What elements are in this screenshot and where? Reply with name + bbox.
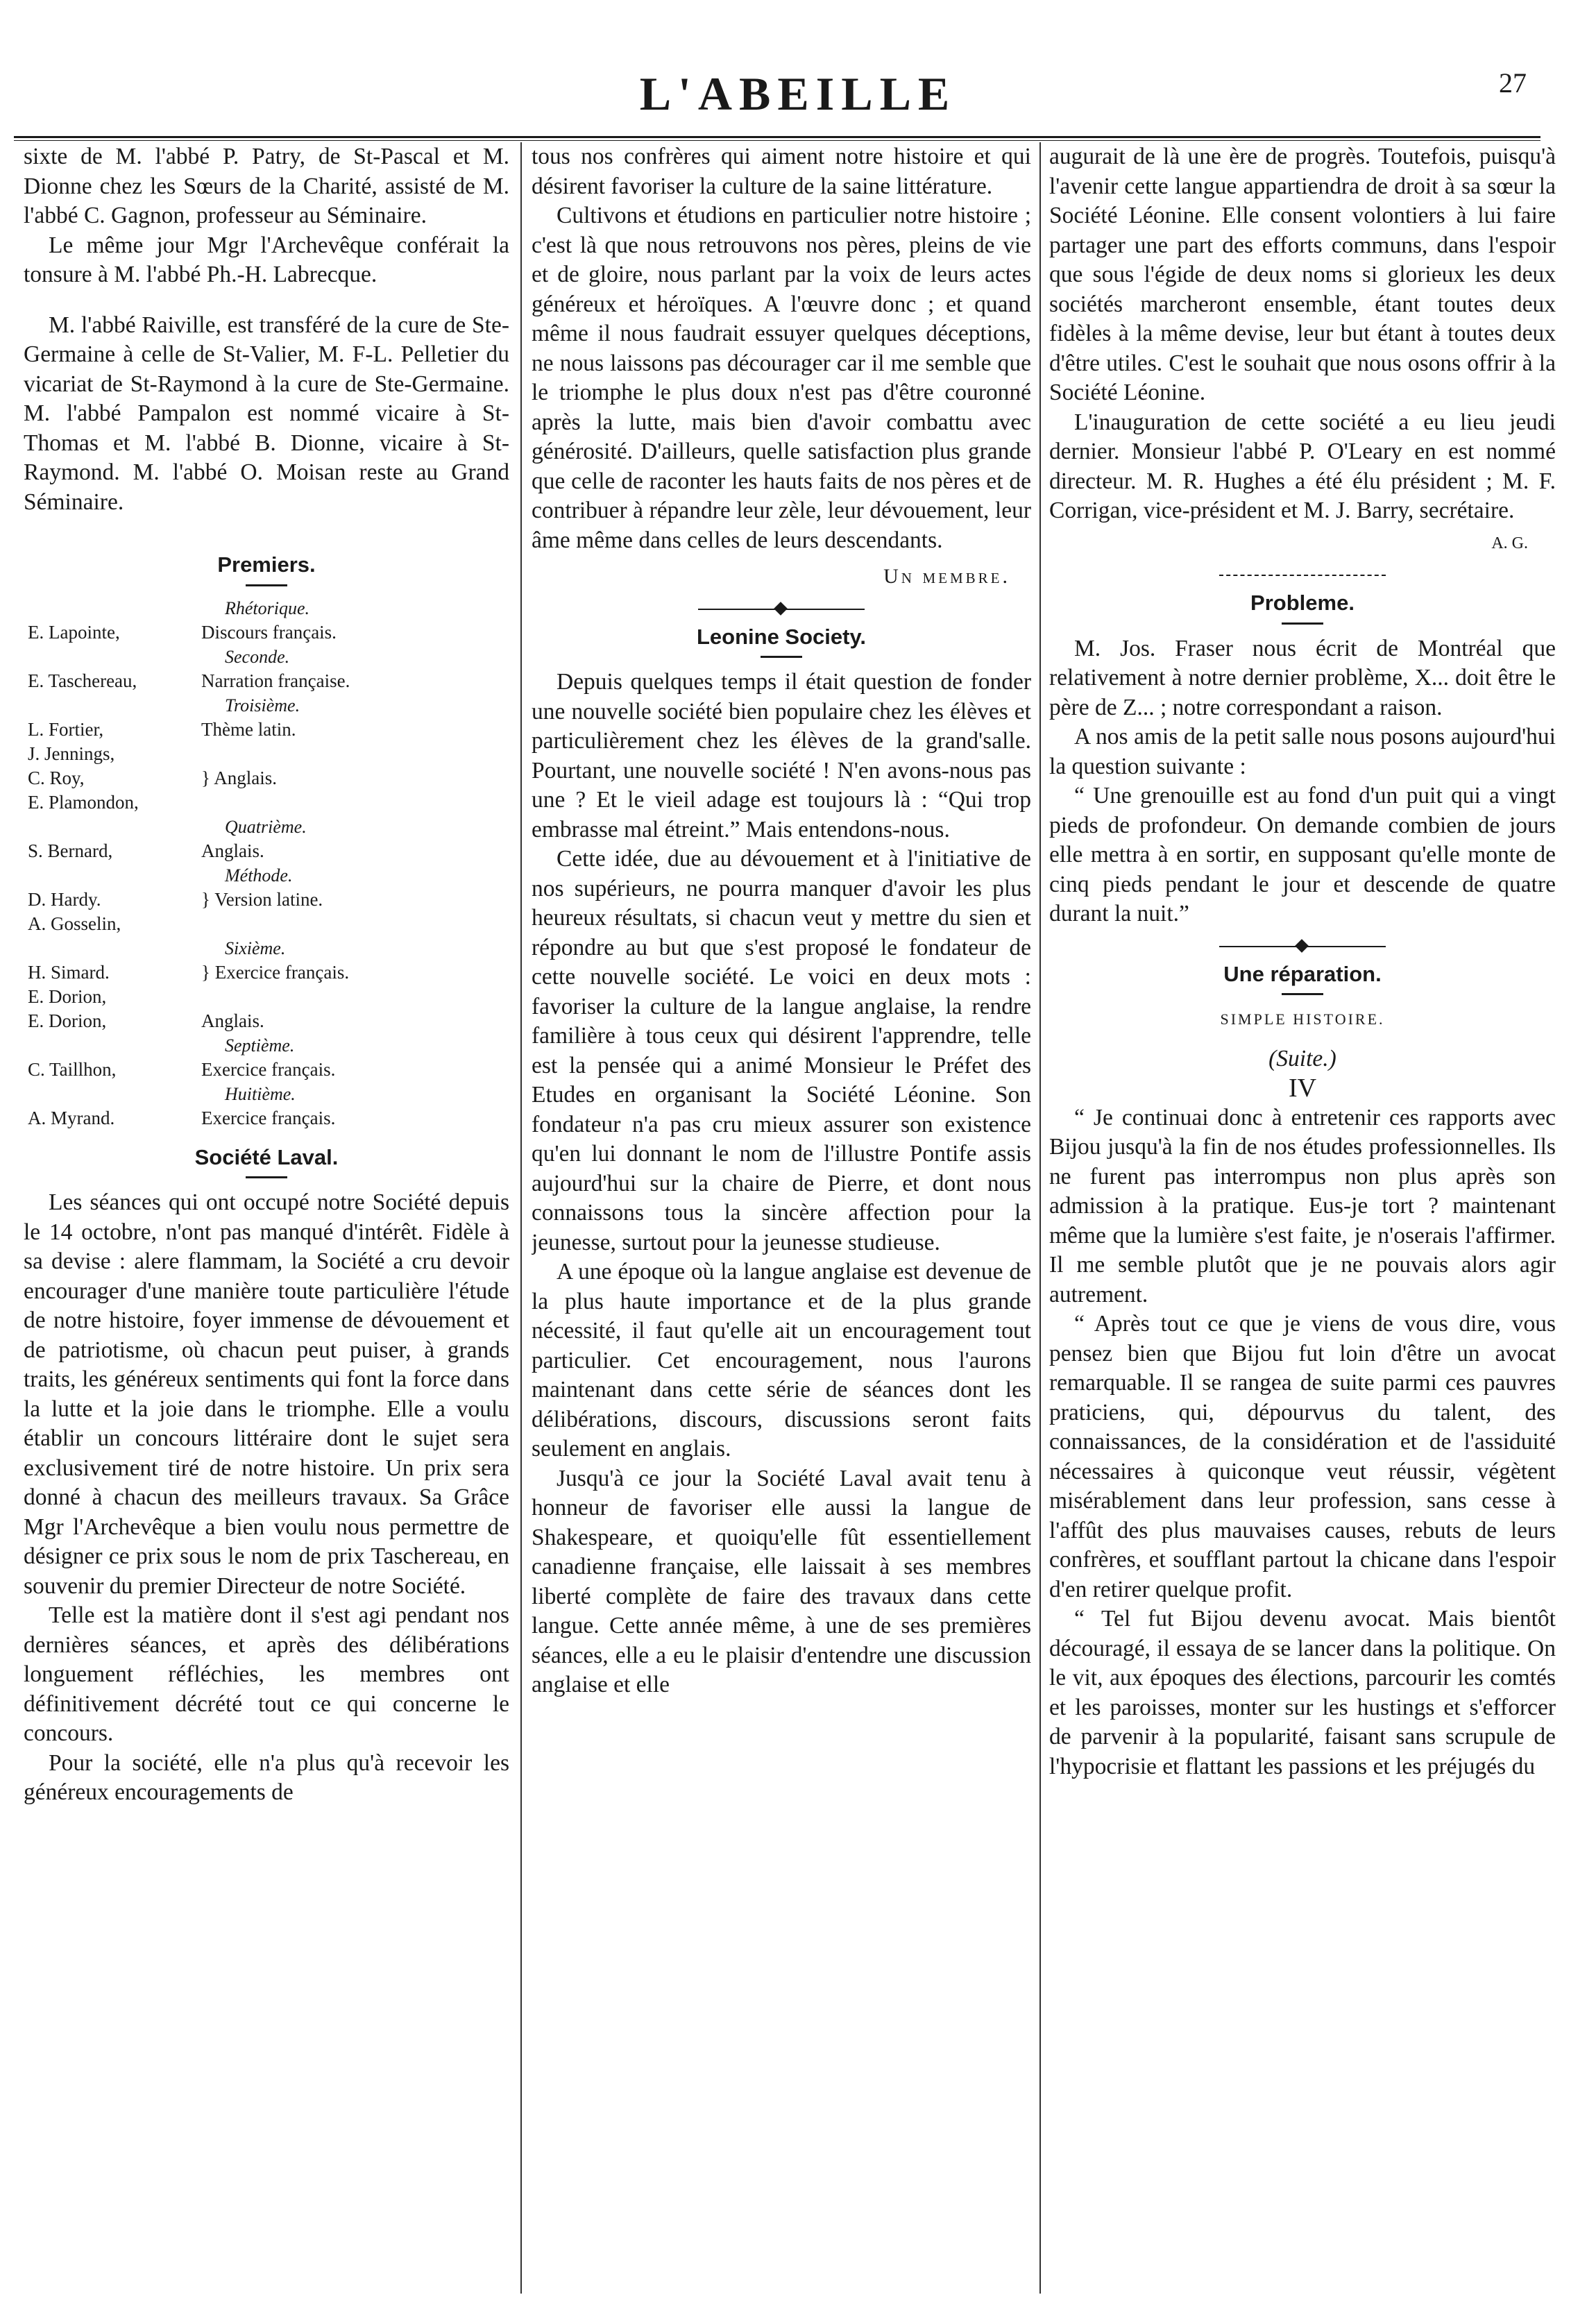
prize-subject	[201, 985, 509, 1009]
dashed-rule	[1219, 575, 1386, 576]
paragraph: A une époque où la langue anglaise est devenue de la plus haute importance et de la plus grande nécessité, il faut qu'elle ait un encouragement tout particulier. Cet encouragement, nous l'aurons maintenant dans cette série de séances dont les délibérations, discours, discussions seront faits seulement en anglais.	[532, 1259, 1031, 1461]
student-name: E. Dorion,	[28, 985, 107, 1007]
masthead-rule	[14, 136, 1540, 141]
prize-row	[24, 912, 509, 936]
prize-subject	[201, 790, 509, 815]
paragraph: L'inauguration de cette société a eu lieu jeudi dernier. Monsieur l'abbé P. O'Leary en est nommé directeur. M. R. Hughes a été élu président ; M. F. Corrigan, vice-président et M. J. Barry, secrétaire.	[1049, 409, 1556, 523]
paragraph: sixte de M. l'abbé P. Patry, de St-Pascal et M. Dionne chez les Sœurs de la Charité, assisté de M. l'abbé C. Gagnon, professeur au Séminaire.	[24, 144, 509, 228]
prize-category: Huitième.	[225, 1083, 296, 1104]
student-name: E. Taschereau,	[28, 670, 137, 691]
paragraph: Les séances qui ont occupé notre Société depuis le 14 octobre, n'ont pas manqué d'intérêt. Fidèle à sa devise : alere flammam, la Société a cru devoir encourager d'une manière toute particulière l'étude de notre histoire, foyer immense de dévouement et de patriotisme, où chacun peut puiser, à grands traits, les généreux sentiments qui font la force dans la lutte et la joie dans le triomphe. Elle a voulu établir un concours littéraire dont le sujet sera exclusivement tiré de notre histoire. Un prix sera donné à chacun des meilleurs travaux. Sa Grâce Mgr l'Archevêque a bien voulu nous permettre de désigner ce prix sous le nom de prix Taschereau, en souvenir du premier Directeur de notre Société.	[24, 1189, 509, 1599]
prize-row	[24, 1009, 509, 1033]
ornament-rule	[1219, 946, 1386, 947]
prize-category: Septième.	[225, 1035, 295, 1056]
prize-subject: Anglais.	[201, 840, 264, 861]
paragraph: Jusqu'à ce jour la Société Laval avait tenu à honneur de favoriser elle aussi la langue de Shakespeare, et quoiqu'elle fût essentiellement canadienne française, elle laissait à ses membres liberté complète de faire des travaux dans cette langue. Cette année même, à une de ses premières séances, elle a eu le plaisir d'entendre une discussion anglaise et elle	[532, 1465, 1031, 1697]
student-name: E. Plamondon,	[28, 791, 139, 813]
paragraph: augurait de là une ère de progrès. Toutefois, puisqu'à l'avenir cette langue appartiendra de droit à sa sœur la Société Léonine. Elle consent volontiers à lui faire partager une part des efforts communs, dans l'espoir que sous l'égide de deux noms si glorieux les deux sociétés marcheront ensemble, étant toutes deux fidèles à la même devise, leur but étant à toutes deux d'être utiles. C'est le souhait que nous osons offrir à la Société Léonine.	[1049, 144, 1556, 405]
paragraph: Le même jour Mgr l'Archevêque conférait la tonsure à M. l'abbé Ph.-H. Labrecque.	[24, 232, 509, 287]
paragraph: tous nos confrères qui aiment notre histoire et qui désirent favoriser la culture de la saine littérature.	[532, 144, 1031, 199]
student-name: H. Simard.	[28, 961, 110, 983]
prize-subject: Discours français.	[201, 621, 337, 643]
student-name: J. Jennings,	[28, 743, 115, 764]
student-name: L. Fortier,	[28, 718, 104, 740]
title-rule	[1282, 993, 1323, 995]
prize-subject: } Version latine.	[201, 888, 323, 910]
section-title-premiers: Premiers.	[217, 552, 316, 577]
student-name: A. Myrand.	[28, 1107, 115, 1128]
paragraph: “ Tel fut Bijou devenu avocat. Mais bientôt découragé, il essaya de se lancer dans la politique. On le vit, aux époques des élections, parcourir les comtés et les paroisses, monter sur les hustings et s'efforcer de parvenir à la popularité, faisant sans scrupule de l'hypocrisie et flattant les passions et les préjugés du	[1049, 1606, 1556, 1779]
page-number: 27	[1499, 67, 1527, 99]
paragraph: Cultivons et étudions en particulier notre histoire ; c'est là que nous retrouvons nos pères, pleins de vie et de gloire, nous parlant par la voix de leurs actes généreux et héroïques. A l'œuvre donc ; et quand même il nous faudrait essuyer quelques déceptions, ne nous laissons pas décourager car il me semble que le triomphe le plus doux n'est pas d'être couronné après la lutte, mais bien d'avoir combattu avec générosité. D'ailleurs, quelle satisfaction plus grande que celle de raconter les hauts faits de nos pères et de contribuer à répandre leur zèle, leur dévouement, leur âme même dans celles de leurs descendants.	[532, 203, 1031, 553]
section-title-une-reparation: Une réparation.	[1223, 961, 1382, 986]
student-name: C. Roy,	[28, 767, 85, 788]
prize-row	[24, 888, 509, 912]
prize-row	[24, 766, 509, 790]
prize-subject	[201, 912, 509, 936]
prize-subject: Exercice français.	[201, 1107, 336, 1128]
prize-category: Quatrième.	[225, 816, 307, 837]
prize-category: Sixième.	[225, 938, 286, 958]
section-title-societe-laval: Société Laval.	[194, 1144, 339, 1169]
column-divider	[1039, 142, 1041, 2294]
prize-category: Rhétorique.	[225, 598, 310, 618]
prize-category: Méthode.	[225, 865, 293, 886]
student-name: S. Bernard,	[28, 840, 113, 861]
title-rule	[246, 584, 287, 586]
paragraph: M. Jos. Fraser nous écrit de Montréal que relativement à notre dernier problème, X... doit être le père de Z... ; notre correspondant a raison.	[1049, 635, 1556, 720]
column-1	[24, 142, 509, 2294]
chapter-number: IV	[1288, 1074, 1317, 1103]
prize-row	[24, 960, 509, 985]
prize-row	[24, 790, 509, 815]
prize-row	[24, 839, 509, 863]
prize-row	[24, 742, 509, 766]
student-name: C. Taillhon,	[28, 1058, 117, 1080]
prize-row	[24, 985, 509, 1009]
prize-subject: } Anglais.	[201, 767, 277, 788]
prize-category: Troisième.	[225, 695, 300, 715]
column-divider	[520, 142, 522, 2294]
signature: A. G.	[1491, 534, 1528, 552]
student-name: D. Hardy.	[28, 888, 101, 910]
paragraph: Cette idée, due au dévouement et à l'initiative de nos supérieurs, ne pourra manquer d'avoir les plus heureux résultats, si chacun veut y mettre du sien et répondre au but que s'est proposé le fondateur de cette nouvelle société. Le voici en deux mots : favoriser la culture de la langue anglaise, la rendre familière à tous ceux qui désirent l'apprendre, telle est la pensée qui a animé Monsieur le Préfet des Etudes en organisant la Société Léonine. Son fondateur n'a pas cru mieux assurer son existence qu'en lui donnant le nom de l'illustre Pontife assis aujourd'hui sur la chaire de Pierre, et dont nous connaissons tous la sincère affection pour la jeunesse, surtout pour la jeunesse studieuse.	[532, 846, 1031, 1255]
paragraph: M. l'abbé Raiville, est transféré de la cure de Ste-Germaine à celle de St-Valier, M. F-L. Pelletier du vicariat de St-Raymond à la cure de Ste-Germaine. M. l'abbé Pampalon est nommé vicaire à St-Thomas et M. l'abbé B. Dionne, vicaire à St-Raymond. M. l'abbé O. Moisan reste au Grand Séminaire.	[24, 312, 509, 515]
prize-subject: } Exercice français.	[201, 961, 350, 983]
paragraph: Pour la société, elle n'a plus qu'à recevoir les généreux encouragements de	[24, 1749, 509, 1805]
title-rule	[246, 1176, 287, 1178]
prize-row	[24, 669, 509, 693]
column-3	[1049, 142, 1556, 2294]
prize-subject	[201, 742, 509, 766]
section-title-leonine-society: Leonine Society.	[696, 624, 867, 649]
prize-row	[24, 1106, 509, 1130]
newspaper-title: L'ABEILLE	[639, 67, 957, 120]
prize-subject: Anglais.	[201, 1010, 264, 1031]
student-name: E. Lapointe,	[28, 621, 120, 643]
prize-row	[24, 1058, 509, 1082]
paragraph: “ Je continuai donc à entretenir ces rapports avec Bijou jusqu'à la fin de nos études professionnelles. Ils ne furent pas interrompus non plus après son admission à la pratique. Eus-je tort ? maintenant même que la lumière s'est faite, je n'oserais l'affirmer. Il me semble plutôt que je ne pouvais alors agir autrement.	[1049, 1104, 1556, 1307]
paragraph: Telle est la matière dont il s'est agi pendant nos dernières séances, et après des délibérations longuement réfléchies, les membres ont définitivement décrété tout ce qui concerne le concours.	[24, 1602, 509, 1746]
title-rule	[1282, 622, 1323, 625]
prize-list	[24, 596, 509, 1130]
prize-row	[24, 718, 509, 742]
subtitle: SIMPLE HISTOIRE.	[1220, 1010, 1385, 1028]
title-rule	[761, 656, 802, 658]
suite-label: (Suite.)	[1268, 1045, 1336, 1071]
prize-subject: Thème latin.	[201, 718, 296, 740]
masthead	[0, 67, 1596, 136]
student-name: E. Dorion,	[28, 1010, 107, 1031]
paragraph: “ Une grenouille est au fond d'un puit qui a vingt pieds de profondeur. On demande combien de jours elle mettra à en sortir, en supposant qu'elle monte de cinq pieds pendant le jour et descende de quatre durant la nuit.”	[1049, 783, 1556, 926]
prize-row	[24, 620, 509, 645]
paragraph: “ Après tout ce que je viens de vous dire, vous pensez bien que Bijou fut loin d'être un avocat remarquable. Il se rangea de suite parmi ces pauvres praticiens, qui, dépourvus du talent, des connaissances, de la considération et de l'assiduité nécessaires à quiconque veut réussir, végètent misérablement dans leur profession, sans cesse à l'affût des plus mauvaises causes, rebuts de leurs confrères, et soufflant partout la chicane dans l'espoir d'en retirer quelque profit.	[1049, 1311, 1556, 1602]
ornament-rule	[698, 609, 865, 610]
prize-subject: Exercice français.	[201, 1058, 336, 1080]
paragraph: A nos amis de la petit salle nous posons aujourd'hui la question suivante :	[1049, 724, 1556, 779]
section-title-probleme: Probleme.	[1250, 591, 1355, 615]
column-2	[532, 142, 1031, 2294]
student-name: A. Gosselin,	[28, 913, 121, 934]
prize-subject: Narration française.	[201, 670, 350, 691]
signature: Un membre.	[883, 565, 1010, 588]
paragraph: Depuis quelques temps il était question de fonder une nouvelle société bien populaire chez les élèves et particulièrement chez les élèves de la grand'salle. Pourtant, une nouvelle société ! N'en avons-nous pas une ? Et le vieil adage est toujours là : “Qui trop embrasse mal étreint.” Mais entendons-nous.	[532, 669, 1031, 842]
prize-category: Seconde.	[225, 646, 290, 667]
